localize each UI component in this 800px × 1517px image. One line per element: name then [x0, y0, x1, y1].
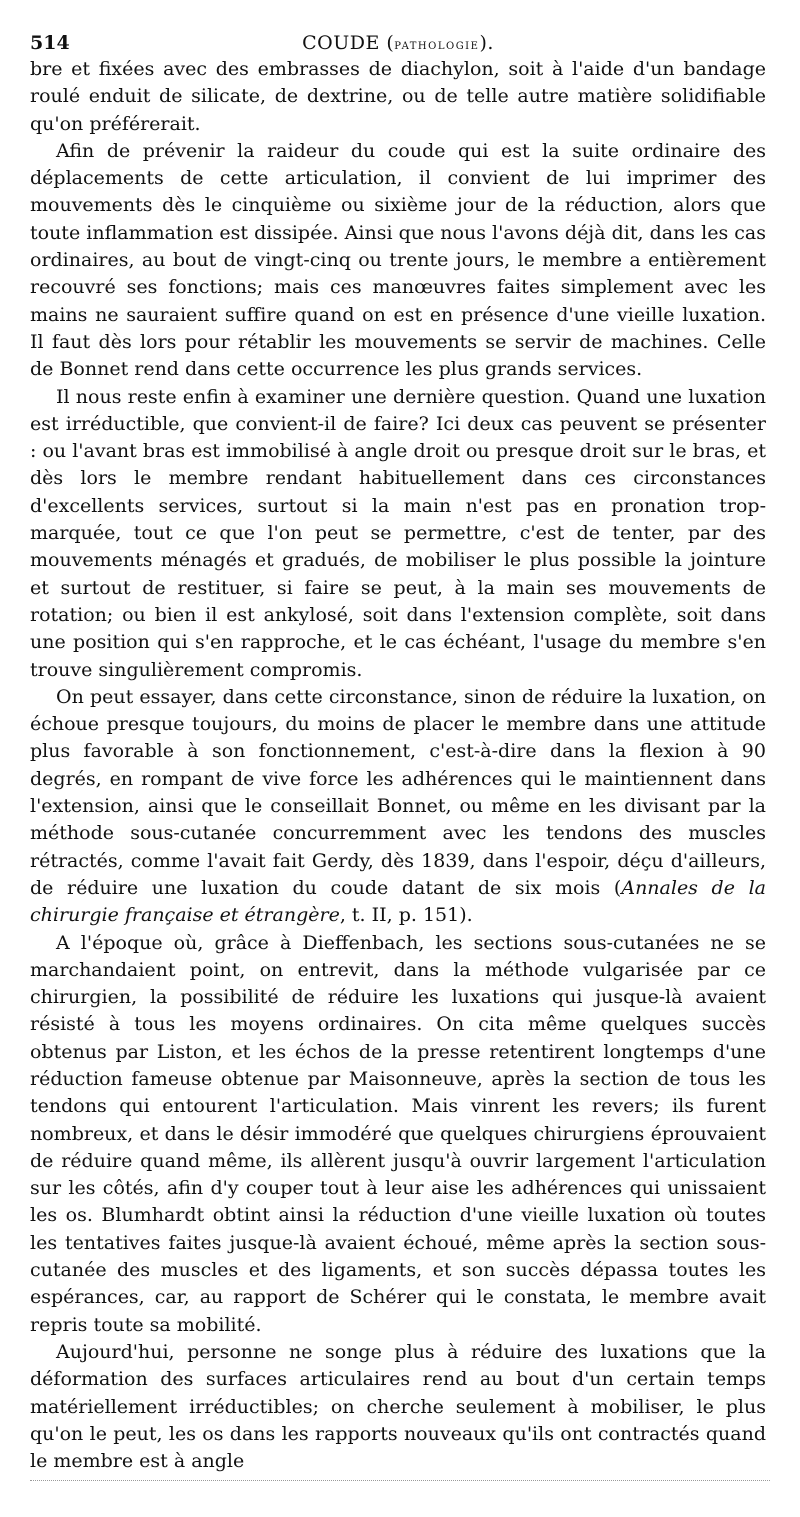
- running-title-subject: pathologie: [394, 37, 480, 53]
- paragraph-text: On peut essayer, dans cette circonstance, sinon de réduire la luxation, on échoue presque toujours, du moins de placer le membre dans une attitude plus favorable à son fonctionnement, c'est-à-dire dans la flexion à 90 degrés, en rompant de vive force les adhérences qui le maintiennent dans l'extension, ainsi que le conseillait Bonnet, ou même en les divisant par la méthode sous-cutanée concurremment avec les tendons des muscles rétractés, comme l'avait fait Gerdy, dès 1839, dans l'espoir, déçu d'ailleurs, de réduire une luxation du coude datant de six mois (: [30, 685, 766, 899]
- page-number: 514: [30, 32, 70, 54]
- paragraph: Afin de prévenir la raideur du coude qui est la suite ordinaire des déplacements de cette articulation, il convient de lui imprimer des mouvements dès le cinquième ou sixième jour de la réduction, alors que toute inflammation est dissipée. Ainsi que nous l'avons déjà dit, dans les cas ordinaires, au bout de vingt-cinq ou trente jours, le membre a entièrement recouvré ses fonctions; mais ces manœuvres faites simplement avec les mains ne sauraient suffire quand on est en présence d'une vieille luxation. Il faut dès lors pour rétablir les mouvements se servir de machines. Celle de Bonnet rend dans cette occurrence les plus grands services.: [30, 139, 766, 381]
- running-title-close: ).: [479, 32, 494, 54]
- paragraph-with-citation: [30, 684, 766, 930]
- paragraph: Aujourd'hui, personne ne songe plus à réduire des luxations que la déformation des surfaces articulaires rend au bout d'un certain temps matériellement irréductibles; on cherche seulement à mobiliser, le plus qu'on le peut, les os dans les rapports nouveaux qu'ils ont contractés quand le membre est à angle: [30, 1340, 766, 1473]
- paragraph-continued: bre et fixées avec des embrasses de diachylon, soit à l'aide d'un bandage roulé enduit de silicate, de dextrine, ou de telle autre matière solidifiable qu'on préférerait.: [30, 58, 766, 135]
- body-text: [30, 56, 766, 1475]
- paragraph: Il nous reste enfin à examiner une dernière question. Quand une luxation est irréductible, que convient-il de faire? Ici deux cas peuvent se présenter : ou l'avant bras est immobilisé à angle droit ou presque droit sur le bras, et dès lors le membre rendant habituellement dans ces circonstances d'excellents services, surtout si la main n'est pas en pronation trop-marquée, tout ce que l'on peut se permettre, c'est de tenter, par des mouvements ménagés et gradués, de mobiliser le plus possible la jointure et surtout de restituer, si faire se peut, à la main ses mouvements de rotation; ou bien il est ankylosé, soit dans l'extension complète, soit dans une position qui s'en rapproche, et le cas échéant, l'usage du membre s'en trouve singulièrement compromis.: [30, 385, 766, 681]
- paragraph: A l'époque où, grâce à Dieffenbach, les sections sous-cutanées ne se marchandaient point, on entrevit, dans la méthode vulgarisée par ce chirurgien, la possibilité de réduire les luxations qui jusque-là avaient résisté à tous les moyens ordinaires. On cita même quelques succès obtenus par Liston, et les échos de la presse retentirent longtemps d'une réduction fameuse obtenue par Maisonneuve, après la section de tous les tendons qui entourent l'articulation. Mais vinrent les revers; ils furent nombreux, et dans le désir immodéré que quelques chirurgiens éprouvaient de réduire quand même, ils allèrent jusqu'à ouvrir largement l'articulation sur les côtés, afin d'y couper tout à leur aise les adhérences qui unissaient les os. Blumhardt obtint ainsi la réduction d'une vieille luxation où toutes les tentatives faites jusque-là avaient échoué, même après la section sous-cutanée des muscles et des ligaments, et son succès dépassa toutes les espérances, car, au rapport de Schérer qui le constata, le membre avait repris toute sa mobilité.: [30, 931, 766, 1336]
- running-header: [30, 22, 766, 56]
- page-bottom-rule: [30, 1480, 770, 1481]
- citation-title: Annales de la chirurgie française et étrangère: [30, 876, 766, 927]
- citation-reference: , t. II, p. 151).: [339, 904, 473, 927]
- running-title-main: COUDE (: [302, 32, 395, 54]
- running-title: [30, 32, 766, 54]
- book-page: [30, 22, 766, 1475]
